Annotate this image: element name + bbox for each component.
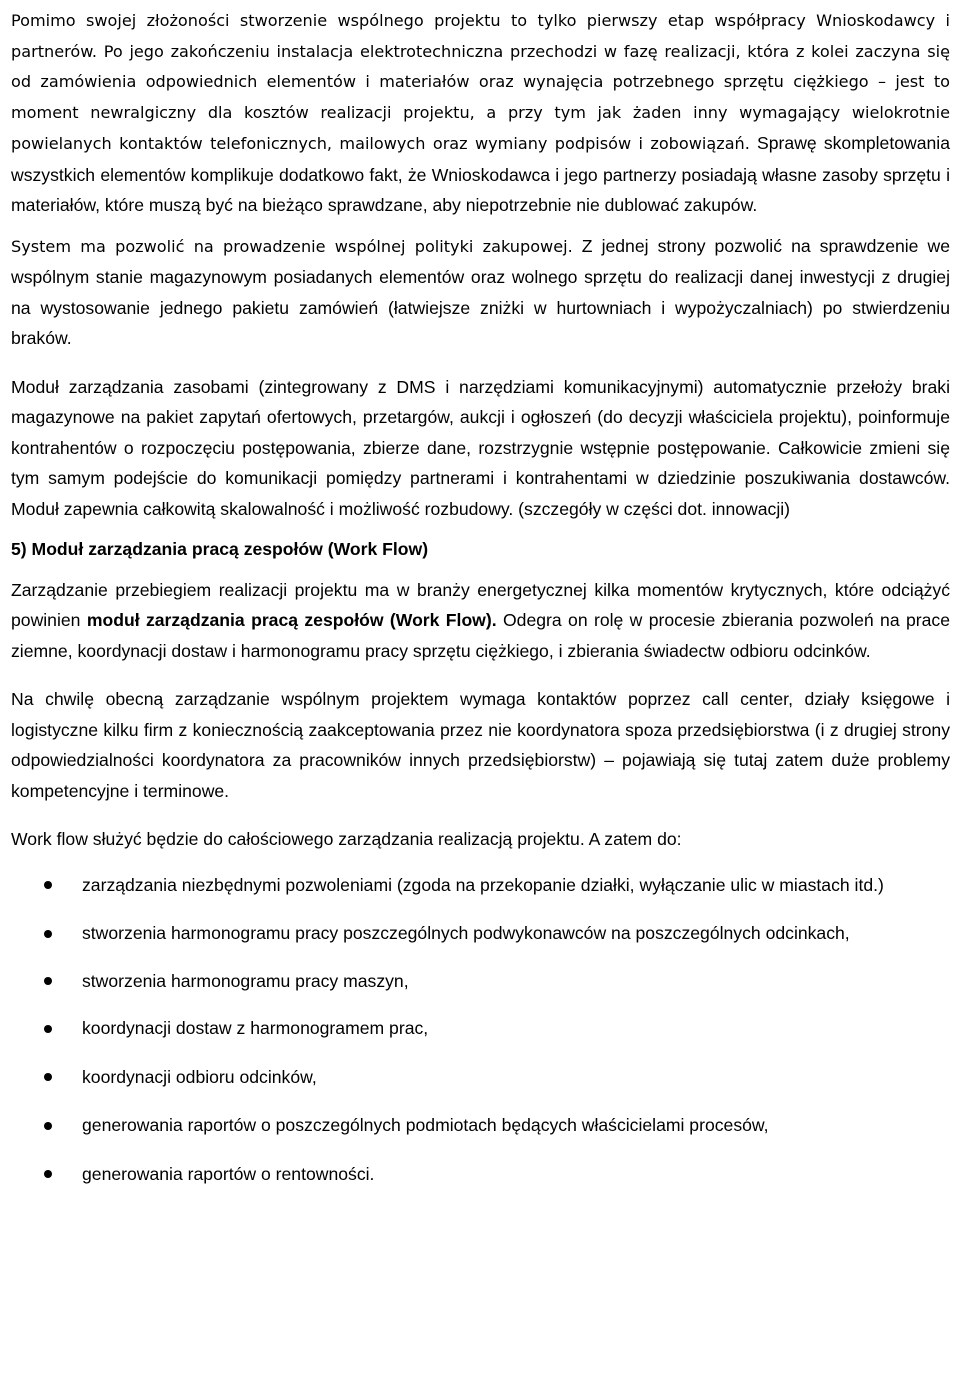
list-item	[11, 1112, 950, 1139]
paragraph-current-management: Na chwilę obecną zarządzanie wspólnym projektem wymaga kontaktów poprzez call center, działy księgowe i logistyczne kilku firm z koniecznością zaakceptowania przez nie koordynatora spoza przedsiębiorstwa (i z drugiej strony odpowiedzialności koordynatora za pracowników innych przedsiębiorstw) – pojawiają się tutaj zatem duże problemy kompetencyjne i terminowe.	[11, 689, 950, 801]
bullet-icon	[44, 930, 52, 938]
list-item	[11, 920, 950, 947]
paragraph-work-flow-intro-part1: Zarządzanie przebiegiem realizacji projektu ma w branży energetycznej kilka momentów krytycznych, które odciążyć powinien	[11, 579, 950, 630]
list-item	[11, 1161, 950, 1188]
list-item-text: koordynacji dostaw z harmonogramem prac,	[82, 1018, 429, 1038]
paragraph-joint-project-part1: Pomimo swojej złożoności stworzenie wspólnego projektu to tylko pierwszy etap współpracy Wnioskodawcy i partnerów. Po jego zakończeniu instalacja elektrotechniczna przechodzi w fazę realizacji, która z kolei zaczyna się od zamówienia odpowiednich elementów i materiałów oraz wynajęcia potrzebnego sprzętu ciężkiego – jest to moment newralgiczny dla kosztów realizacji projektu, a przy tym jak żaden inny wymagający wielokrotnie powielanych kontaktów telefonicznych, mailowych oraz wymiany podpisów i zobowiązań.	[11, 11, 950, 153]
bullet-icon	[44, 881, 52, 889]
list-item-text: generowania raportów o rentowności.	[82, 1163, 375, 1184]
document-page	[11, 6, 950, 1187]
list-item	[11, 1015, 950, 1042]
list-item-text: stworzenia harmonogramu pracy poszczególnych podwykonawców na poszczególnych odcinkach,	[82, 923, 850, 943]
paragraph-purchasing-policy-part1: System ma pozwolić na prowadzenie wspólnej polityki zakupowej.	[11, 236, 573, 256]
list-item-text: generowania raportów o poszczególnych podmiotach będących właścicielami procesów,	[82, 1115, 769, 1135]
list-item	[11, 968, 950, 995]
section-heading-work-flow: 5) Moduł zarządzania pracą zespołów (Work Flow)	[11, 539, 429, 559]
paragraph-work-flow-intro	[11, 575, 950, 667]
paragraph-work-flow-intro-part2: Odegra on rolę w procesie zbierania pozwoleń na prace ziemne, koordynacji dostaw i harmonogramu pracy sprzętu ciężkiego, i zbierania świadectw odbioru odcinków.	[11, 610, 950, 661]
paragraph-joint-project-part2: Sprawę skompletowania wszystkich elementów komplikuje dodatkowo fakt, że Wnioskodawca i jego partnerzy posiadają własne zasoby sprzętu i materiałów, które muszą być na bieżąco sprawdzane, aby niepotrzebnie nie dublować zakupów.	[11, 133, 950, 215]
bullet-icon	[44, 1170, 52, 1178]
bullet-icon	[44, 977, 52, 985]
list-item-text: koordynacji odbioru odcinków,	[82, 1066, 317, 1087]
paragraph-joint-project	[11, 6, 950, 221]
list-item	[11, 1064, 950, 1091]
work-flow-task-list	[11, 872, 950, 1188]
list-item-text: stworzenia harmonogramu pracy maszyn,	[82, 970, 409, 991]
paragraph-work-flow-purpose: Work flow służyć będzie do całościowego zarządzania realizacją projektu. A zatem do:	[11, 829, 682, 849]
paragraph-resource-module: Moduł zarządzania zasobami (zintegrowany z DMS i narzędziami komunikacyjnymi) automatycznie przełoży braki magazynowe na pakiet zapytań ofertowych, przetargów, aukcji i ogłoszeń (do decyzji właściciela projektu), poinformuje kontrahentów o rozpoczęciu postępowania, zbierze dane, rozstrzygnie wstępnie postępowanie. Całkowicie zmieni się tym samym podejście do komunikacji pomiędzy partnerami i kontrahentami w dziedzinie poszukiwania dostawców. Moduł zapewnia całkowitą skalowalność i możliwość rozbudowy. (szczegóły w części dot. innowacji)	[11, 376, 950, 519]
paragraph-purchasing-policy-part2: Z jednej strony pozwolić na sprawdzenie we wspólnym stanie magazynowym posiadanych elementów oraz wolnego sprzętu do realizacji danej inwestycji z drugiej na wystosowanie jednego pakietu zamówień (łatwiejsze zniżki w hurtowniach i wypożyczalniach) po stwierdzeniu braków.	[11, 235, 951, 348]
bullet-icon	[44, 1025, 52, 1033]
paragraph-work-flow-intro-bold: moduł zarządzania pracą zespołów (Work Flow).	[86, 610, 497, 630]
list-item	[11, 872, 950, 899]
bullet-icon	[44, 1122, 52, 1130]
bullet-icon	[44, 1073, 52, 1081]
paragraph-purchasing-policy	[11, 231, 950, 354]
list-item-text: zarządzania niezbędnymi pozwoleniami (zgoda na przekopanie działki, wyłączanie ulic w miastach itd.)	[82, 874, 884, 895]
